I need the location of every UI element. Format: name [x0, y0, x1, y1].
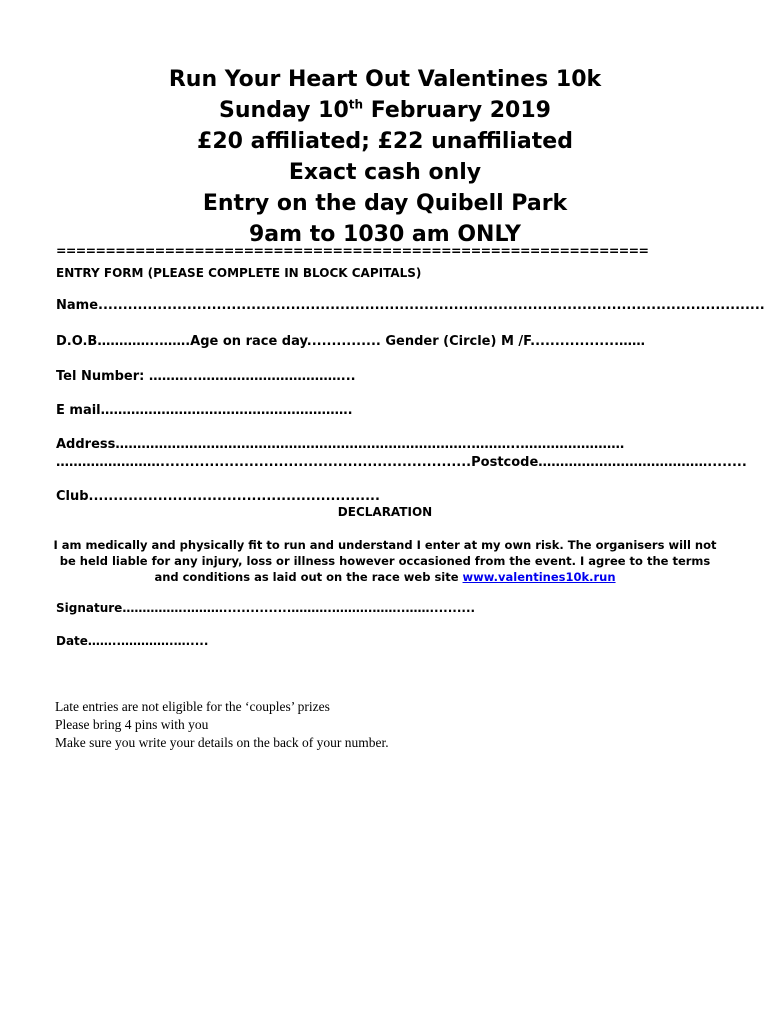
note-pins: Please bring 4 pins with you	[55, 717, 209, 732]
notes	[55, 698, 389, 752]
dob-age-gender-field: D.O.B…………..…….Age on race day............... Gender (Circle) M /F..................……	[56, 334, 646, 349]
declaration-text: I am medically and physically fit to run and understand I enter at my own risk. The organisers will not be held liable for any injury, loss or illness however occasioned from the event. I agree to the terms and conditions as laid out on the race web site www.valentines10k.run	[53, 538, 717, 584]
payment-note: Exact cash only	[288, 160, 482, 185]
divider-rule: ============================================================	[56, 244, 649, 258]
website-link[interactable]: www.valentines10k.run	[462, 570, 616, 584]
date-field: Date……..………….….....	[56, 634, 209, 648]
tel-field: Tel Number: ………..……………………………...	[56, 369, 356, 384]
event-heading	[0, 64, 770, 250]
note-couples-prizes: Late entries are not eligible for the ‘couples’ prizes	[55, 699, 330, 714]
form-title: ENTRY FORM (PLEASE COMPLETE IN BLOCK CAPITALS)	[56, 266, 422, 280]
club-field: Club...........................................................	[56, 489, 380, 504]
email-field: E mail………………………………………………….	[56, 403, 353, 418]
address-postcode-field: ……………………...............................................................Postcode…………………………………........	[56, 455, 747, 470]
note-number-details: Make sure you write your details on the back of your number.	[55, 735, 389, 750]
address-field: Address……………………………………………………………………….………..……………………	[56, 437, 625, 452]
entry-fees: £20 affiliated; £22 unaffiliated	[197, 129, 573, 154]
signature-field: Signature…………….………...............……….……….……..……..........	[56, 601, 476, 615]
event-title: Run Your Heart Out Valentines 10k	[168, 67, 602, 92]
declaration-title: DECLARATION	[337, 505, 433, 519]
name-field: Name.......................................................................................................................................	[56, 298, 765, 313]
event-date: Sunday 10th February 2019	[219, 97, 551, 123]
entry-times: 9am to 1030 am ONLY	[249, 222, 521, 247]
entry-location: Entry on the day Quibell Park	[202, 191, 568, 216]
